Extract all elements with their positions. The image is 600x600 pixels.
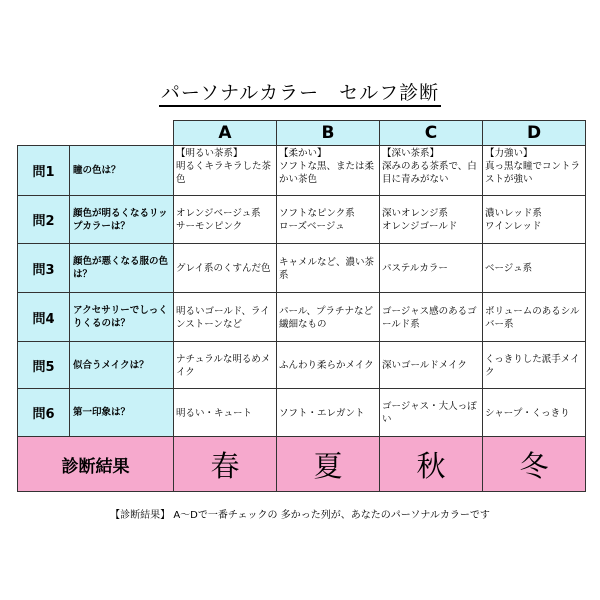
question-number: 問1 [18, 146, 70, 196]
question-text: 顔色が明るくなるリップカラーは？ [70, 196, 174, 244]
column-header-a: A [174, 121, 277, 146]
answer-cell-c[interactable]: 【深い茶系】 深みのある茶系で、白目に青みがない [380, 146, 483, 196]
result-row [18, 437, 586, 492]
answer-cell-a[interactable]: 明るい・キュート [174, 389, 277, 437]
column-header-b: B [277, 121, 380, 146]
column-header-c: C [380, 121, 483, 146]
answer-cell-b[interactable]: キャメルなど、濃い茶系 [277, 244, 380, 293]
answer-cell-a[interactable]: グレイ系のくすんだ色 [174, 244, 277, 293]
answer-cell-a[interactable]: ナチュラルな明るめメイク [174, 342, 277, 389]
result-note: 【診断結果】 A～Dで一番チェックの 多かった列が、あなたのパーソナルカラーです [110, 510, 490, 521]
question-text: 似合うメイクは？ [70, 342, 174, 389]
table-row [18, 146, 586, 196]
table-row [18, 196, 586, 244]
answer-cell-b[interactable]: ソフトなピンク系 ローズベージュ [277, 196, 380, 244]
answer-cell-d[interactable]: ベージュ系 [483, 244, 586, 293]
question-number: 問2 [18, 196, 70, 244]
answer-cell-b[interactable]: 【柔かい】 ソフトな黒、または柔かい茶色 [277, 146, 380, 196]
answer-cell-c[interactable]: パステルカラー [380, 244, 483, 293]
answer-cell-a[interactable]: 【明るい茶系】 明るくキラキラした茶色 [174, 146, 277, 196]
season-summer: 夏 [277, 437, 380, 492]
question-number: 問6 [18, 389, 70, 437]
question-text: 瞳の色は？ [70, 146, 174, 196]
table-row [18, 244, 586, 293]
season-autumn: 秋 [380, 437, 483, 492]
answer-cell-b[interactable]: パール、プラチナなど繊細なもの [277, 293, 380, 342]
question-number: 問5 [18, 342, 70, 389]
season-winter: 冬 [483, 437, 586, 492]
answer-cell-d[interactable]: ボリュームのあるシルバー系 [483, 293, 586, 342]
season-spring: 春 [174, 437, 277, 492]
question-number: 問3 [18, 244, 70, 293]
result-label: 診断結果 [18, 437, 174, 492]
answer-cell-c[interactable]: ゴージャス感のあるゴールド系 [380, 293, 483, 342]
question-number: 問4 [18, 293, 70, 342]
table-row [18, 342, 586, 389]
answer-cell-c[interactable]: 深いゴールドメイク [380, 342, 483, 389]
question-text: 第一印象は？ [70, 389, 174, 437]
answer-cell-b[interactable]: ふんわり柔らかメイク [277, 342, 380, 389]
table-row [18, 293, 586, 342]
answer-cell-b[interactable]: ソフト・エレガント [277, 389, 380, 437]
page-title-text: パーソナルカラー セルフ診断 [159, 82, 441, 107]
answer-cell-c[interactable]: 深いオレンジ系 オレンジゴールド [380, 196, 483, 244]
answer-cell-d[interactable]: シャープ・くっきり [483, 389, 586, 437]
answer-cell-d[interactable]: 濃いレッド系 ワインレッド [483, 196, 586, 244]
answer-cell-a[interactable]: オレンジベージュ系 サーモンピンク [174, 196, 277, 244]
answer-cell-d[interactable]: くっきりした派手メイク [483, 342, 586, 389]
column-header-d: D [483, 121, 586, 146]
question-text: アクセサリーでしっくりくるのは？ [70, 293, 174, 342]
answer-cell-c[interactable]: ゴージャス・大人っぽい [380, 389, 483, 437]
page-title [0, 78, 600, 105]
diagnosis-table [17, 120, 586, 492]
answer-cell-d[interactable]: 【力強い】 真っ黒な瞳でコントラストが強い [483, 146, 586, 196]
question-text: 顔色が悪くなる服の色は？ [70, 244, 174, 293]
table-row [18, 389, 586, 437]
answer-cell-a[interactable]: 明るいゴールド、ラインストーンなど [174, 293, 277, 342]
table-corner [18, 121, 174, 146]
